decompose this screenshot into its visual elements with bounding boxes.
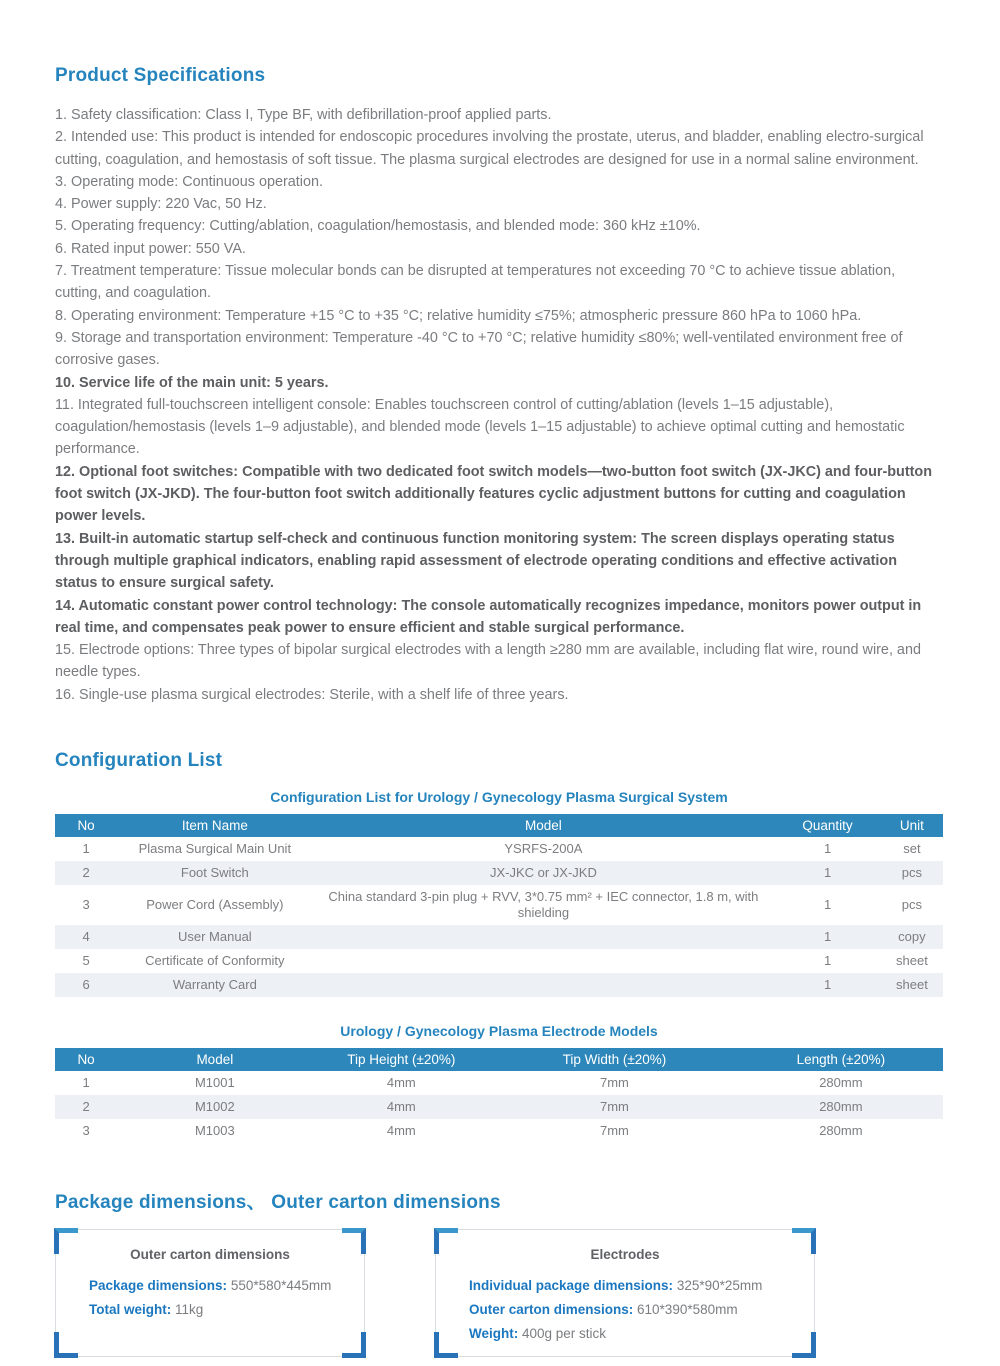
- cell-model: JX-JKC or JX-JKD: [489, 865, 597, 881]
- cell-item-name: Certificate of Conformity: [145, 953, 285, 969]
- table-row: [55, 949, 943, 973]
- column-header-no: No: [55, 1048, 117, 1071]
- corner-bracket-icon: [792, 1332, 816, 1358]
- line-value: 325*90*25mm: [673, 1278, 763, 1294]
- spec-item: 8. Operating environment: Temperature +15 °C to +35 °C; relative humidity ≤75%; atmospheric pressure 860 hPa to 1060 hPa.: [55, 307, 862, 324]
- cell-no: 2: [82, 865, 90, 881]
- cell-no: 3: [82, 1123, 90, 1139]
- cell-tip-width: 7mm: [599, 1099, 629, 1115]
- outer-carton-dimensions-box: [55, 1229, 365, 1357]
- box-line: [89, 1274, 364, 1298]
- cell-model: YSRFS-200A: [504, 841, 583, 857]
- cell-model: M1002: [194, 1099, 235, 1115]
- cell-quantity: 1: [823, 841, 832, 857]
- table-row: [55, 1071, 943, 1095]
- cell-no: 3: [82, 897, 90, 913]
- configuration-table-header-row: [55, 814, 943, 837]
- line-value: 610*390*580mm: [633, 1302, 738, 1318]
- cell-model: China standard 3-pin plug + RVV, 3*0.75 mm² + IEC connector, 1.8 m, with shielding: [328, 889, 759, 921]
- cell-item-name: User Manual: [177, 929, 252, 945]
- cell-quantity: 1: [823, 977, 832, 993]
- box-line: [469, 1298, 814, 1322]
- corner-bracket-icon: [342, 1228, 366, 1254]
- cell-item-name: Power Cord (Assembly): [146, 897, 284, 913]
- cell-no: 6: [82, 977, 90, 993]
- line-label: Weight:: [469, 1326, 519, 1342]
- cell-model: [313, 925, 775, 949]
- table-row: [55, 837, 943, 861]
- spec-item: 11. Integrated full-touchscreen intelligent console: Enables touchscreen control of cutting/ablation (levels 1–15 adjustable), coagulation/hemostasis (levels 1–9 adjustable), and blended mode (levels 1–15 adjustable) to achieve optimal cutting and hemostatic performance.: [55, 396, 905, 458]
- cell-length: 280mm: [819, 1123, 863, 1139]
- cell-tip-height: 4mm: [386, 1099, 416, 1115]
- corner-bracket-icon: [54, 1228, 78, 1254]
- spec-item: 7. Treatment temperature: Tissue molecular bonds can be disrupted at temperatures not exceeding 70 °C to achieve tissue ablation, cutting, and coagulation.: [55, 263, 896, 302]
- box-line: [469, 1274, 814, 1298]
- cell-item-name: Plasma Surgical Main Unit: [138, 841, 292, 857]
- spec-item: 12. Optional foot switches: Compatible with two dedicated foot switch models—two-button foot switch (JX-JKC) and four-button foot switch (JX-JKD). The four-button foot switch additionally features cyclic adjustment buttons for cutting and coagulation power levels.: [55, 463, 932, 525]
- cell-length: 280mm: [819, 1099, 863, 1115]
- spec-item: 13. Built-in automatic startup self-check and continuous function monitoring system: The screen displays operating status through multiple graphical indicators, enabling rapid assessment of electrode operating conditions and effective activation status to ensure surgical safety.: [55, 530, 898, 592]
- cell-unit: sheet: [896, 977, 928, 993]
- cell-model: M1001: [194, 1075, 235, 1091]
- corner-bracket-icon: [434, 1332, 458, 1358]
- cell-model: M1003: [194, 1123, 235, 1139]
- cell-unit: sheet: [896, 953, 928, 969]
- box-title: Outer carton dimensions: [130, 1247, 290, 1263]
- table-row: [55, 1119, 943, 1143]
- spec-item: 10. Service life of the main unit: 5 years.: [55, 374, 329, 391]
- product-specifications-title: Product Specifications: [55, 65, 266, 86]
- cell-quantity: 1: [823, 897, 832, 913]
- spec-item: 9. Storage and transportation environment: Temperature -40 °C to +70 °C; relative humidity ≤80%; well-ventilated environment free of corrosive gases.: [55, 329, 903, 369]
- spec-item: 4. Power supply: 220 Vac, 50 Hz.: [55, 196, 267, 213]
- line-value: 550*580*445mm: [227, 1278, 332, 1294]
- cell-unit: pcs: [901, 865, 923, 881]
- spec-item: 14. Automatic constant power control technology: The console automatically recognizes impedance, monitors power output in real time, and compensates peak power to ensure efficient and stable surgical performance.: [55, 597, 922, 636]
- cell-no: 2: [82, 1099, 90, 1115]
- electrodes-box: [435, 1229, 815, 1357]
- column-header-model: Model: [117, 1048, 312, 1071]
- cell-length: 280mm: [819, 1075, 863, 1091]
- cell-tip-width: 7mm: [599, 1123, 629, 1139]
- cell-tip-height: 4mm: [386, 1075, 416, 1091]
- cell-tip-width: 7mm: [599, 1075, 629, 1091]
- cell-no: 5: [82, 953, 90, 969]
- spec-item: 5. Operating frequency: Cutting/ablation, coagulation/hemostasis, and blended mode: 360 kHz ±10%.: [55, 218, 701, 235]
- cell-item-name: Foot Switch: [180, 865, 249, 881]
- spec-item: 2. Intended use: This product is intended for endoscopic procedures involving the prostate, uterus, and bladder, enabling electro-surgical cutting, coagulation, and hemostasis of soft tissue. The plasma surgical electrodes are designed for use in a normal saline environment.: [55, 129, 924, 168]
- cell-model: [313, 973, 775, 997]
- line-label: Total weight:: [89, 1302, 172, 1318]
- table-row: [55, 1095, 943, 1119]
- electrode-models-header-row: [55, 1048, 943, 1071]
- configuration-table: [55, 814, 943, 997]
- spec-item: 1. Safety classification: Class I, Type BF, with defibrillation-proof applied parts.: [55, 107, 552, 123]
- cell-no: 4: [82, 929, 90, 945]
- cell-quantity: 1: [823, 953, 832, 969]
- cell-unit: pcs: [901, 897, 923, 913]
- line-label: Individual package dimensions:: [469, 1278, 674, 1294]
- table-row: [55, 885, 943, 925]
- table-row: [55, 861, 943, 885]
- line-value: 400g per stick: [518, 1326, 607, 1342]
- column-header-item-name: Item Name: [117, 814, 312, 837]
- column-header-length: Length (±20%): [739, 1048, 943, 1071]
- spec-item: 15. Electrode options: Three types of bipolar surgical electrodes with a length ≥280 mm are available, including flat wire, round wire, and needle types.: [55, 642, 921, 681]
- cell-unit: set: [903, 841, 921, 857]
- spec-item: 3. Operating mode: Continuous operation.: [55, 173, 323, 190]
- box-line: [89, 1298, 364, 1322]
- table-row: [55, 973, 943, 997]
- column-header-model: Model: [313, 814, 775, 837]
- column-header-quantity: Quantity: [774, 814, 881, 837]
- line-label: Outer carton dimensions:: [469, 1302, 634, 1318]
- cell-no: 1: [82, 841, 90, 857]
- cell-model: [313, 949, 775, 973]
- configuration-table-caption: Configuration List for Urology / Gynecology Plasma Surgical System: [270, 789, 728, 806]
- cell-unit: copy: [898, 929, 926, 945]
- column-header-tip-width: Tip Width (±20%): [490, 1048, 739, 1071]
- line-value: 11kg: [171, 1302, 204, 1318]
- cell-quantity: 1: [823, 929, 832, 945]
- cell-no: 1: [82, 1075, 90, 1091]
- electrode-models-table: [55, 1048, 943, 1143]
- corner-bracket-icon: [342, 1332, 366, 1358]
- cell-item-name: Warranty Card: [172, 977, 257, 993]
- box-title: Electrodes: [590, 1247, 660, 1263]
- cell-tip-height: 4mm: [386, 1123, 416, 1139]
- spec-item: 16. Single-use plasma surgical electrodes: Sterile, with a shelf life of three years.: [55, 686, 569, 703]
- package-dimensions-title: Package dimensions、 Outer carton dimensions: [55, 1192, 501, 1214]
- spec-item: 6. Rated input power: 550 VA.: [55, 240, 246, 257]
- column-header-tip-height: Tip Height (±20%): [313, 1048, 491, 1071]
- corner-bracket-icon: [434, 1228, 458, 1254]
- corner-bracket-icon: [54, 1332, 78, 1358]
- box-line: [469, 1322, 814, 1346]
- corner-bracket-icon: [792, 1228, 816, 1254]
- column-header-unit: Unit: [881, 814, 943, 837]
- table-row: [55, 925, 943, 949]
- configuration-list-title: Configuration List: [55, 750, 223, 772]
- product-specifications-list: [55, 104, 943, 706]
- line-label: Package dimensions:: [89, 1278, 228, 1294]
- electrode-models-caption: Urology / Gynecology Plasma Electrode Models: [340, 1023, 658, 1040]
- cell-quantity: 1: [823, 865, 832, 881]
- column-header-no: No: [55, 814, 117, 837]
